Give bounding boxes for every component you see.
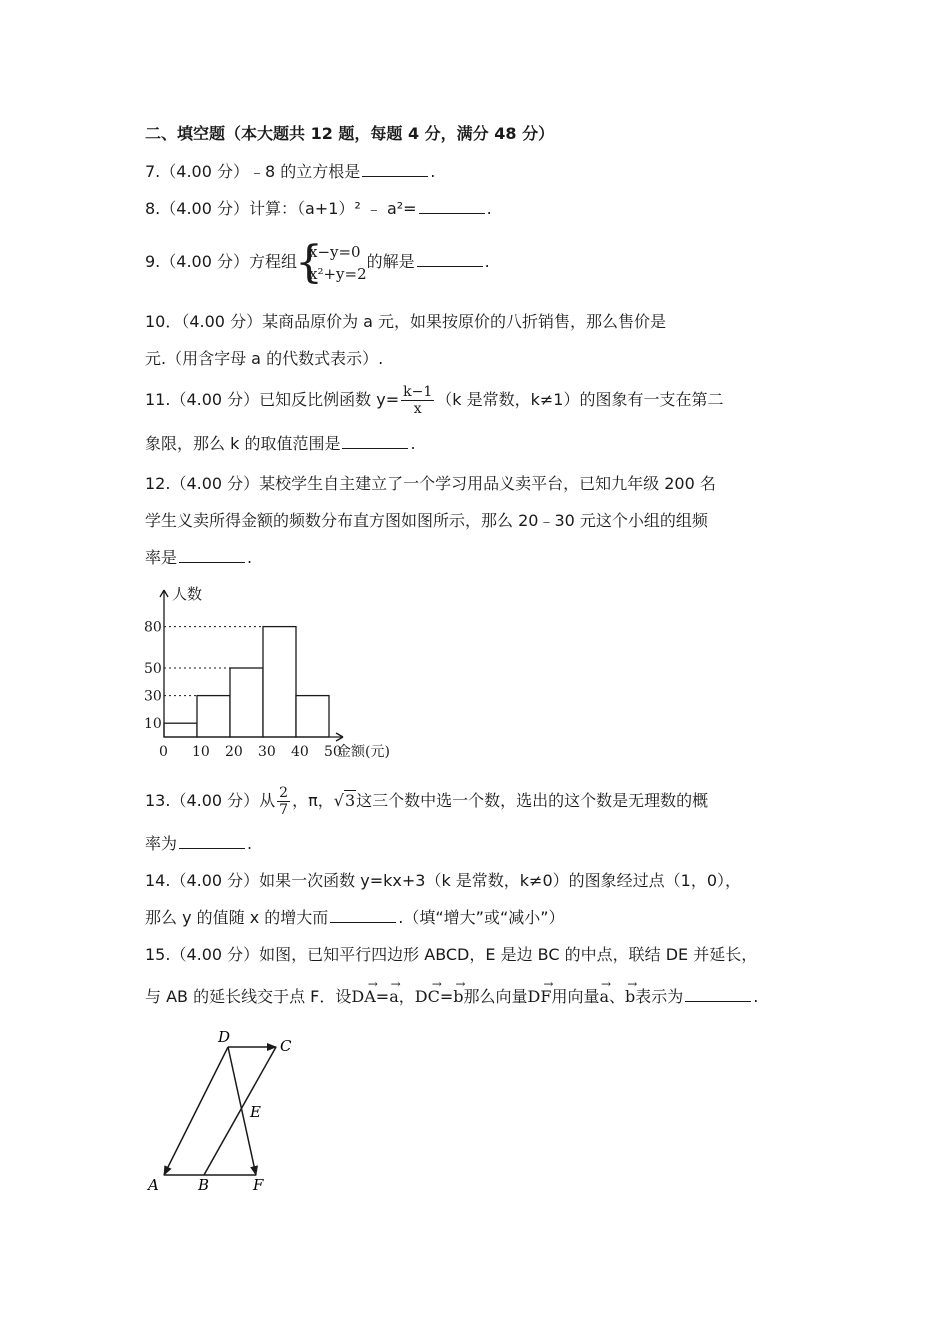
- histogram-bar: [296, 696, 329, 737]
- answer-blank[interactable]: [362, 162, 428, 177]
- equation-system: { x−y=0 x²+y=2: [294, 236, 367, 288]
- vector-a: → a: [389, 986, 399, 1008]
- question-10-line-2: 元.（用含字母 a 的代数式表示）.: [145, 349, 384, 368]
- parallelogram-figure: [140, 1025, 320, 1200]
- chart-bars: [164, 627, 329, 737]
- segment-da: [164, 1047, 228, 1175]
- point-label-b: B: [198, 1176, 210, 1194]
- vector-da: → DA: [351, 986, 375, 1008]
- brace-icon: {: [294, 236, 323, 288]
- histogram-bar: [263, 627, 296, 737]
- answer-blank[interactable]: [417, 252, 483, 267]
- fraction: $\frac{k-1}{x}$: [403, 384, 433, 417]
- question-12-line-2: 学生义卖所得金额的频数分布直方图如图所示，那么 20﹣30 元这个小组的组频: [145, 511, 708, 530]
- y-axis-label: 人数: [172, 585, 203, 603]
- question-10-line-1: 10．（4.00 分）某商品原价为 a 元，如果按原价的八折销售，那么售价是: [145, 312, 667, 331]
- point-label-c: C: [280, 1037, 292, 1055]
- question-13-line-2: 率为 .: [145, 834, 253, 853]
- vector-dc: → DC: [415, 986, 440, 1008]
- point-label-f: F: [253, 1176, 264, 1194]
- vector-b: → b: [453, 986, 463, 1008]
- question-15-line-1: 15.（4.00 分）如图，已知平行四边形 ABCD，E 是边 BC 的中点，联结 DE 并延长，: [145, 945, 758, 964]
- question-9: 9.（4.00 分）方程组 { x−y=0 x²+y=2 的解是 .: [145, 236, 490, 288]
- question-8: 8.（4.00 分）计算：（a+1）² ﹣ a²= .: [145, 199, 492, 218]
- y-tick-label: 30: [144, 688, 162, 705]
- question-15-line-2: 与 AB 的延长线交于点 F．设→ DA=→ a，→ DC=→ b那么向量→ DF用向量→ a、→ b表示为 .: [145, 986, 758, 1008]
- segment-cb: [204, 1047, 276, 1175]
- fraction: $\frac{2}{7}$: [279, 785, 289, 818]
- y-tick-label: 10: [144, 716, 162, 733]
- vector-df: → DF: [528, 986, 552, 1008]
- answer-blank[interactable]: [419, 199, 485, 214]
- histogram-bar: [230, 668, 263, 737]
- y-tick-label: 50: [144, 661, 162, 677]
- answer-blank[interactable]: [342, 434, 408, 449]
- histogram-bar: [197, 696, 230, 737]
- section-title: 二、填空题（本大题共 12 题，每题 4 分，满分 48 分）: [145, 124, 555, 143]
- question-12-line-1: 12.（4.00 分）某校学生自主建立了一个学习用品义卖平台，已知九年级 200 名: [145, 474, 716, 493]
- square-root: √3: [333, 791, 356, 810]
- answer-blank[interactable]: [685, 987, 751, 1002]
- question-11-line-2: 象限，那么 k 的取值范围是 .: [145, 434, 416, 453]
- point-label-d: D: [218, 1028, 231, 1046]
- y-tick-label: 80: [144, 619, 162, 636]
- x-tick-label: 10: [192, 744, 210, 760]
- question-13: 13.（4.00 分）从 $\frac{2}{7}$ ，π，√3这三个数中选一个数，选出的这个数是无理数的概: [145, 785, 709, 818]
- histogram-bar: [164, 723, 197, 737]
- question-12-line-3: 率是 .: [145, 548, 253, 567]
- x-tick-label: 30: [258, 744, 276, 760]
- x-tick-label: 20: [225, 744, 243, 760]
- question-14-line-2: 那么 y 的值随 x 的增大而 .（填“增大”或“减小”）: [145, 908, 565, 927]
- x-axis-label: 金额(元): [337, 744, 390, 760]
- point-label-e: E: [250, 1103, 261, 1121]
- histogram-chart: [140, 580, 400, 765]
- x-tick-label: 0: [159, 744, 168, 760]
- point-label-a: A: [148, 1176, 159, 1194]
- question-11: 11.（4.00 分）已知反比例函数 y= $\frac{k-1}{x}$ （k 是常数，k≠1）的图象有一支在第二: [145, 384, 724, 417]
- vector-b: → b: [625, 986, 635, 1008]
- x-tick-label: 40: [291, 744, 309, 760]
- vector-a: → a: [599, 986, 609, 1008]
- question-14-line-1: 14.（4.00 分）如果一次函数 y=kx+3（k 是常数，k≠0）的图象经过点（1，0），: [145, 871, 742, 890]
- x-tick-label: 50: [324, 744, 342, 760]
- answer-blank[interactable]: [179, 834, 245, 849]
- question-7: 7.（4.00 分）﹣8 的立方根是 .: [145, 162, 436, 181]
- answer-blank[interactable]: [179, 548, 245, 563]
- answer-blank[interactable]: [330, 908, 396, 923]
